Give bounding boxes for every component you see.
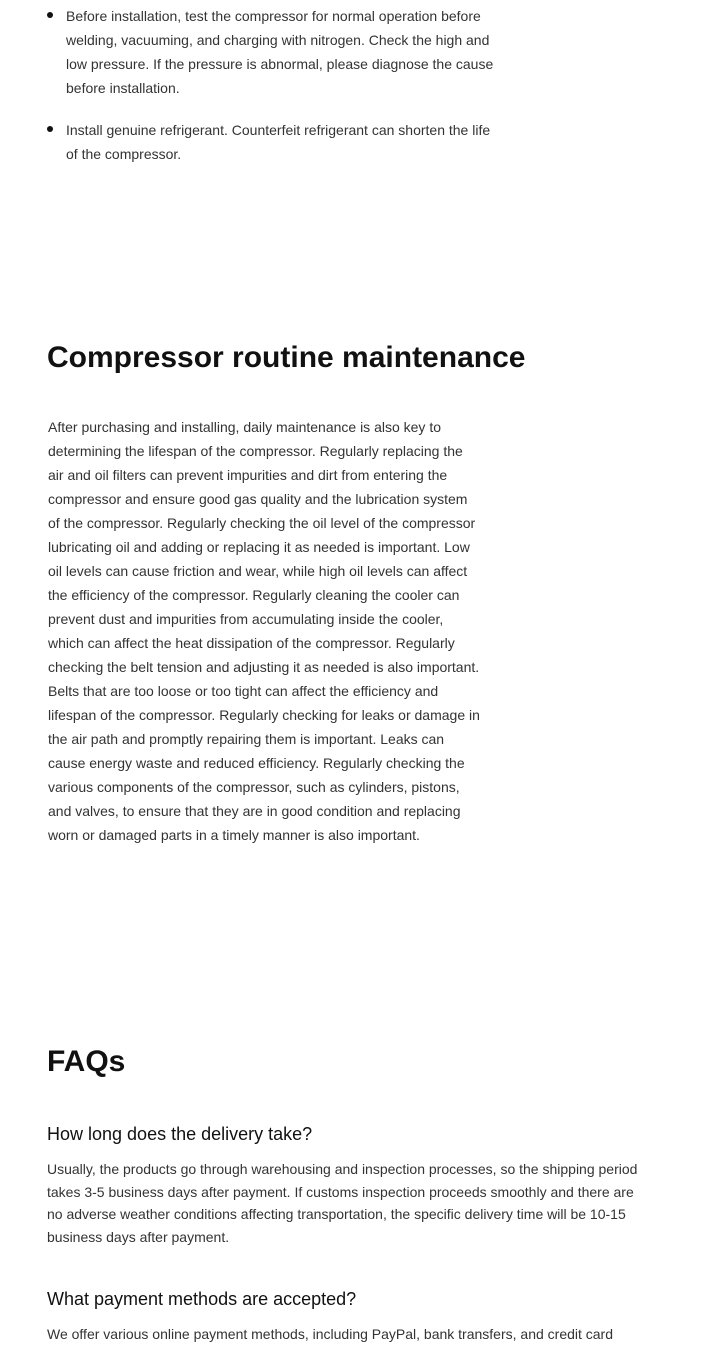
list-item-text: Before installation, test the compressor for normal operation before welding, vacuuming, and charging with nitrogen. Check the high and low pressure. If the pressure is abnormal, please diagnose the cause before installation. <box>66 8 494 96</box>
faqs-heading: FAQs <box>47 1045 126 1078</box>
maintenance-heading: Compressor routine maintenance <box>47 341 526 374</box>
bullet-icon <box>47 12 53 18</box>
faq-answer-payment: We offer various online payment methods, including PayPal, bank transfers, and credit card <box>47 1326 614 1342</box>
faq-answer-delivery: Usually, the products go through warehousing and inspection processes, so the shipping period takes 3-5 business days after payment. If customs inspection proceeds smoothly and there are no adverse weather conditions affecting transportation, the specific delivery time will be 10-15 business days after payment. <box>47 1161 638 1245</box>
installation-tips-list <box>46 4 496 184</box>
list-item <box>46 4 496 100</box>
faq-question-delivery: How long does the delivery take? <box>47 1124 313 1144</box>
faq-question-payment: What payment methods are accepted? <box>47 1289 357 1309</box>
maintenance-paragraph: After purchasing and installing, daily maintenance is also key to determining the lifespan of the compressor. Regularly replacing the air and oil filters can prevent impurities and dirt from entering the compressor and ensure good gas quality and the lubrication system of the compressor. Regularly checking the oil level of the compressor lubricating oil and adding or replacing it as needed is important. Low oil levels can cause friction and wear, while high oil levels can affect the efficiency of the compressor. Regularly cleaning the cooler can prevent dust and impurities from accumulating inside the cooler, which can affect the heat dissipation of the compressor. Regularly checking the belt tension and adjusting it as needed is also important. Belts that are too loose or too tight can affect the efficiency and lifespan of the compressor. Regularly checking for leaks or damage in the air path and promptly repairing them is important. Leaks can cause energy waste and reduced efficiency. Regularly checking the various components of the compressor, such as cylinders, pistons, and valves, to ensure that they are in good condition and replacing worn or damaged parts in a timely manner is also important. <box>48 419 480 843</box>
list-item <box>46 118 496 166</box>
bullet-icon <box>47 126 53 132</box>
list-item-text: Install genuine refrigerant. Counterfeit refrigerant can shorten the life of the compressor. <box>66 122 491 162</box>
